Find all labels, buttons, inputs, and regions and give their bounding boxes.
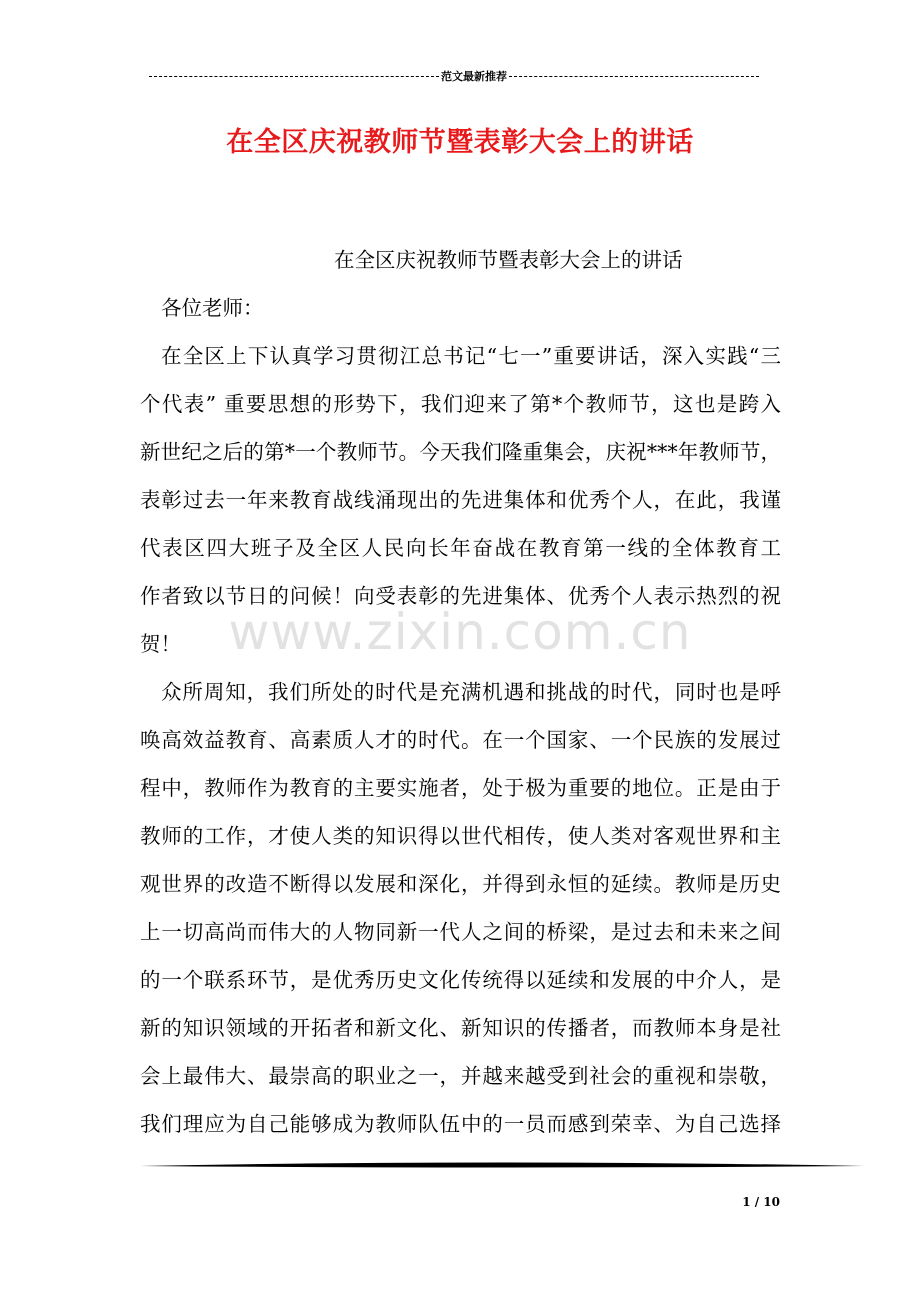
paragraph-line: 个代表” 重要思想的形势下，我们迎来了第*个教师节，这也是跨入 [140,392,781,416]
paragraph-line: 的一个联系环节，是优秀历史文化传统得以延续和发展的中介人，是 [140,968,781,992]
document-title: 在全区庆祝教师节暨表彰大会上的讲话 [226,127,694,158]
header-label: 范文最新推荐 [441,70,507,83]
page-header [140,68,768,84]
page-number: 1 / 10 [742,1195,780,1209]
paragraph-line: 程中，教师作为教育的主要实施者，处于极为重要的地位。正是由于 [140,776,781,800]
paragraph-line: 观世界的改造不断得以发展和深化，并得到永恒的延续。教师是历史 [140,872,781,896]
watermark: www.zixin.com.cn [228,603,692,661]
paragraph-line: 贺！ [140,632,181,656]
header-dash-right [509,76,759,77]
paragraph-line: 新世纪之后的第*一个教师节。今天我们隆重集会，庆祝***年教师节， [140,440,781,464]
paragraph-line: 我们理应为自己能够成为教师队伍中的一员而感到荣幸、为自己选择 [140,1112,781,1136]
header-dash-left [149,76,439,77]
paragraph-2 [140,668,781,1148]
paragraph-line: 唤高效益教育、高素质人才的时代。在一个国家、一个民族的发展过 [140,728,781,752]
paragraph-line: 教师的工作，才使人类的知识得以世代相传，使人类对客观世界和主 [140,824,781,848]
paragraph-line: 众所周知，我们所处的时代是充满机遇和挑战的时代，同时也是呼 [161,680,781,704]
paragraph-line: 上一切高尚而伟大的人物同新一代人之间的桥梁，是过去和未来之间 [140,920,781,944]
paragraph-line: 会上最伟大、最崇高的职业之一，并越来越受到社会的重视和崇敬， [140,1064,781,1088]
paragraph-line: 在全区上下认真学习贯彻江总书记“七一”重要讲话，深入实践“三 [161,344,781,368]
paragraph-line: 新的知识领域的开拓者和新文化、新知识的传播者，而教师本身是社 [140,1016,781,1040]
document-body [140,236,781,1148]
footer-divider [140,1160,864,1172]
speech-subtitle: 在全区庆祝教师节暨表彰大会上的讲话 [334,248,683,272]
paragraph-line: 表彰过去一年来教育战线涌现出的先进集体和优秀个人，在此，我谨 [140,488,781,512]
paragraph-line: 代表区四大班子及全区人民向长年奋战在教育第一线的全体教育工 [140,536,781,560]
paragraph-line: 作者致以节日的问候！向受表彰的先进集体、优秀个人表示热烈的祝 [140,584,781,608]
paragraph-1 [140,332,781,668]
greeting: 各位老师： [161,296,264,320]
